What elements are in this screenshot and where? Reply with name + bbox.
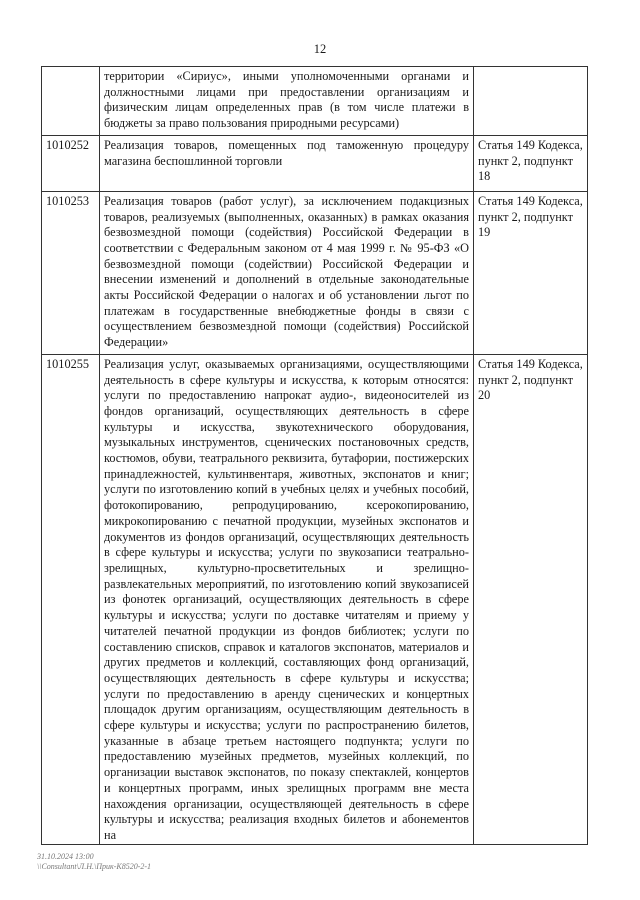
tax-codes-table: [41, 66, 588, 845]
footer-file-path: \\Consultant\Л.Н.\Прик-К8520-2-1: [37, 862, 152, 871]
row-reference: Статья 149 Кодекса, пункт 2, подпункт 19: [474, 191, 588, 354]
row-description: Реализация услуг, оказываемых организациями, осуществляющими деятельность в сфере культуры и искусства, к которым относятся: услуги по предоставлению напрокат аудио-, видеоносителей из фондов организаций, осуществляющих деятельность в сфере культуры и искусства, звукотехнического оборудования, музыкальных инструментов, сценических постановочных средств, костюмов, обуви, театрального реквизита, бутафории, постижерских принадлежностей, культинвентаря, животных, экспонатов и книг; услуги по изготовлению копий в учебных целях и учебных пособий, фотокопированию, репродуцированию, ксерокопированию, микрокопированию с печатной продукции, музейных экспонатов и документов из фондов организаций, осуществляющих деятельность в сфере культуры и искусства; услуги по звукозаписи театрально-зрелищных, культурно-просветительных и зрелищно-развлекательных мероприятий, по изготовлению копий звукозаписей из фонотек организаций, осуществляющих деятельность в сфере культуры и искусства; услуги по доставке читателям и приему у читателей печатной продукции из фондов библиотек; услуги по составлению списков, справок и каталогов экспонатов, материалов и других предметов и коллекций, составляющих фонд организаций, осуществляющих деятельность в сфере культуры и искусства; услуги по предоставлению в аренду сценических и концертных площадок другим организациям, осуществляющим деятельность в сфере культуры и искусства; услуги по распространению билетов, указанные в абзаце третьем настоящего подпункта; услуги по предоставлению музейных предметов, музейных коллекций, по организации выставок экспонатов, по показу спектаклей, концертов и концертных программ, иных зрелищных программ вне места нахождения организации, осуществляющей деятельность в сфере культуры и искусства; реализация входных билетов и абонементов на: [100, 354, 474, 844]
row-reference: Статья 149 Кодекса, пункт 2, подпункт 18: [474, 135, 588, 191]
row-code: 1010253: [42, 191, 100, 354]
row-code: 1010255: [42, 354, 100, 844]
table-row: [42, 67, 588, 136]
row-description: территории «Сириус», иными уполномоченными органами и должностными лицами при предоставлении организациям и физическим лицам определенных прав (в том числе платежи в бюджеты за право пользования природными ресурсами): [100, 67, 474, 136]
table-row: [42, 354, 588, 844]
row-description: Реализация товаров, помещенных под таможенную процедуру магазина беспошлинной торговли: [100, 135, 474, 191]
footer-timestamp: 31.10.2024 13:00: [37, 852, 94, 861]
row-code: 1010252: [42, 135, 100, 191]
page-number: 12: [313, 42, 327, 56]
table-row: [42, 191, 588, 354]
row-reference: [474, 67, 588, 136]
row-code: [42, 67, 100, 136]
document-footer: [37, 852, 151, 872]
row-description: Реализация товаров (работ услуг), за исключением подакцизных товаров, реализуемых (выполненных, оказанных) в рамках оказания безвозмездной помощи (содействия) Российской Федерации в соответствии с Федеральным законом от 4 мая 1999 г. № 95-ФЗ «О безвозмездной помощи (содействии) Российской Федерации и внесении изменений и дополнений в отдельные законодательные акты Российской Федерации о налогах и об установлении льгот по платежам в государственные внебюджетные фонды в связи с осуществлением безвозмездной помощи (содействия) Российской Федерации»: [100, 191, 474, 354]
table-row: [42, 135, 588, 191]
row-reference: Статья 149 Кодекса, пункт 2, подпункт 20: [474, 354, 588, 844]
